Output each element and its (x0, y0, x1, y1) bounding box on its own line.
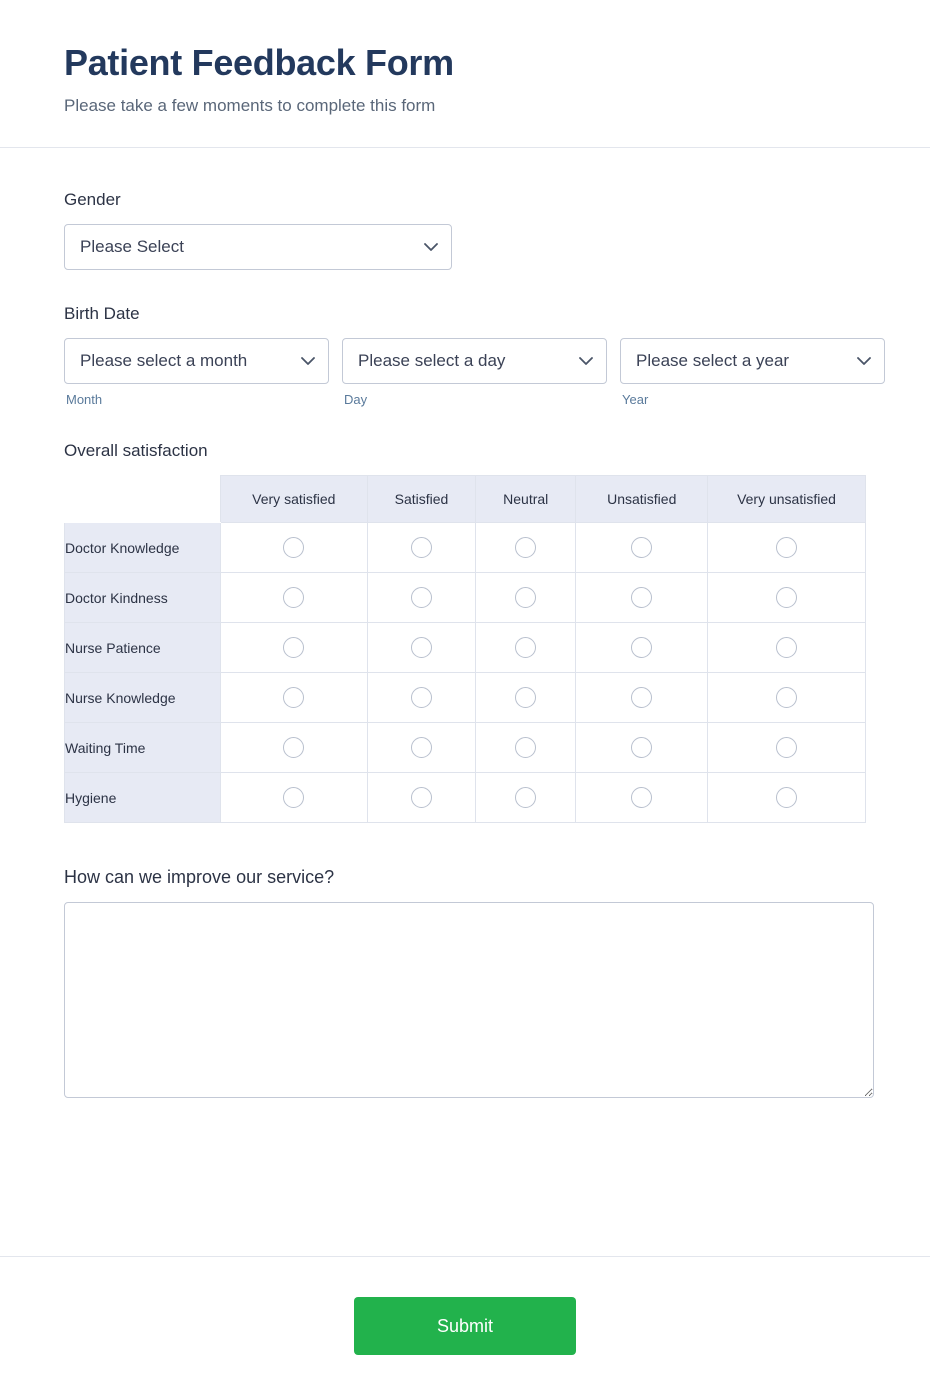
satisfaction-field (64, 441, 866, 823)
radio-button[interactable] (411, 587, 432, 608)
page-subtitle: Please take a few moments to complete this form (64, 96, 436, 116)
table-row (65, 623, 866, 673)
matrix-cell[interactable] (368, 523, 476, 573)
year-select-wrap (620, 338, 885, 384)
matrix-cell[interactable] (368, 573, 476, 623)
matrix-row-label: Nurse Patience (65, 623, 221, 673)
radio-button[interactable] (776, 687, 797, 708)
radio-button[interactable] (283, 737, 304, 758)
gender-field (64, 190, 866, 270)
gender-label: Gender (64, 190, 121, 210)
table-row (65, 773, 866, 823)
birth-day-select[interactable]: Please select a day (342, 338, 607, 384)
birth-month-select[interactable]: Please select a month (64, 338, 329, 384)
matrix-column-header: Very satisfied (220, 476, 367, 523)
radio-button[interactable] (631, 787, 652, 808)
radio-button[interactable] (631, 587, 652, 608)
radio-button[interactable] (411, 737, 432, 758)
matrix-cell[interactable] (708, 573, 866, 623)
radio-button[interactable] (515, 537, 536, 558)
matrix-cell[interactable] (368, 673, 476, 723)
matrix-corner-cell (65, 476, 221, 523)
matrix-cell[interactable] (368, 773, 476, 823)
birth-date-label: Birth Date (64, 304, 140, 324)
day-select-wrap (342, 338, 607, 384)
matrix-row-label: Nurse Knowledge (65, 673, 221, 723)
matrix-row-label: Waiting Time (65, 723, 221, 773)
radio-button[interactable] (283, 637, 304, 658)
matrix-cell[interactable] (220, 623, 367, 673)
matrix-cell[interactable] (220, 673, 367, 723)
submit-button[interactable]: Submit (354, 1297, 576, 1355)
radio-button[interactable] (631, 537, 652, 558)
matrix-cell[interactable] (475, 623, 576, 673)
matrix-cell[interactable] (708, 523, 866, 573)
radio-button[interactable] (411, 637, 432, 658)
table-row (65, 673, 866, 723)
matrix-cell[interactable] (576, 673, 708, 723)
matrix-column-header: Unsatisfied (576, 476, 708, 523)
matrix-header (65, 476, 866, 523)
matrix-cell[interactable] (576, 723, 708, 773)
matrix-cell[interactable] (368, 723, 476, 773)
matrix-cell[interactable] (475, 573, 576, 623)
improve-textarea[interactable] (64, 902, 874, 1098)
radio-button[interactable] (283, 587, 304, 608)
matrix-cell[interactable] (576, 573, 708, 623)
matrix-body (65, 523, 866, 823)
matrix-column-header: Satisfied (368, 476, 476, 523)
matrix-row-label: Doctor Knowledge (65, 523, 221, 573)
matrix-cell[interactable] (220, 723, 367, 773)
improve-label: How can we improve our service? (64, 867, 335, 888)
matrix-cell[interactable] (220, 573, 367, 623)
table-row (65, 523, 866, 573)
gender-select-wrap (64, 224, 452, 270)
matrix-cell[interactable] (708, 723, 866, 773)
birth-day-sublabel: Day (344, 392, 368, 408)
birth-month-sublabel: Month (66, 392, 103, 408)
matrix-cell[interactable] (708, 773, 866, 823)
radio-button[interactable] (283, 537, 304, 558)
satisfaction-matrix (64, 475, 866, 823)
matrix-cell[interactable] (576, 523, 708, 573)
radio-button[interactable] (411, 687, 432, 708)
improve-field (64, 867, 866, 1103)
gender-select[interactable]: Please Select (64, 224, 452, 270)
matrix-cell[interactable] (220, 523, 367, 573)
matrix-cell[interactable] (576, 773, 708, 823)
radio-button[interactable] (631, 737, 652, 758)
radio-button[interactable] (515, 587, 536, 608)
satisfaction-label: Overall satisfaction (64, 441, 208, 461)
birth-day-col (342, 338, 607, 407)
matrix-column-header: Neutral (475, 476, 576, 523)
radio-button[interactable] (515, 637, 536, 658)
birth-month-col (64, 338, 329, 407)
table-row (65, 573, 866, 623)
radio-button[interactable] (515, 737, 536, 758)
radio-button[interactable] (776, 587, 797, 608)
matrix-cell[interactable] (475, 773, 576, 823)
radio-button[interactable] (515, 787, 536, 808)
matrix-header-row (65, 476, 866, 523)
matrix-row-label: Doctor Kindness (65, 573, 221, 623)
matrix-column-header: Very unsatisfied (708, 476, 866, 523)
month-select-wrap (64, 338, 329, 384)
form-body (0, 148, 930, 1214)
radio-button[interactable] (283, 687, 304, 708)
birth-year-select[interactable]: Please select a year (620, 338, 885, 384)
birth-year-sublabel: Year (622, 392, 649, 408)
radio-button[interactable] (776, 537, 797, 558)
page-title: Patient Feedback Form (64, 42, 454, 83)
radio-button[interactable] (411, 537, 432, 558)
matrix-cell[interactable] (475, 673, 576, 723)
matrix-row-label: Hygiene (65, 773, 221, 823)
radio-button[interactable] (515, 687, 536, 708)
satisfaction-matrix-wrap (64, 475, 866, 823)
form-footer (0, 1256, 930, 1395)
radio-button[interactable] (631, 637, 652, 658)
radio-button[interactable] (776, 787, 797, 808)
matrix-cell[interactable] (475, 523, 576, 573)
matrix-cell[interactable] (708, 623, 866, 673)
radio-button[interactable] (631, 687, 652, 708)
matrix-cell[interactable] (220, 773, 367, 823)
matrix-cell[interactable] (576, 623, 708, 673)
matrix-cell[interactable] (708, 673, 866, 723)
birth-year-col (620, 338, 885, 407)
radio-button[interactable] (776, 737, 797, 758)
birth-date-field (64, 304, 866, 407)
table-row (65, 723, 866, 773)
birth-date-row (64, 338, 866, 407)
matrix-cell[interactable] (475, 723, 576, 773)
matrix-cell[interactable] (368, 623, 476, 673)
radio-button[interactable] (283, 787, 304, 808)
radio-button[interactable] (411, 787, 432, 808)
form-header (0, 0, 930, 148)
radio-button[interactable] (776, 637, 797, 658)
